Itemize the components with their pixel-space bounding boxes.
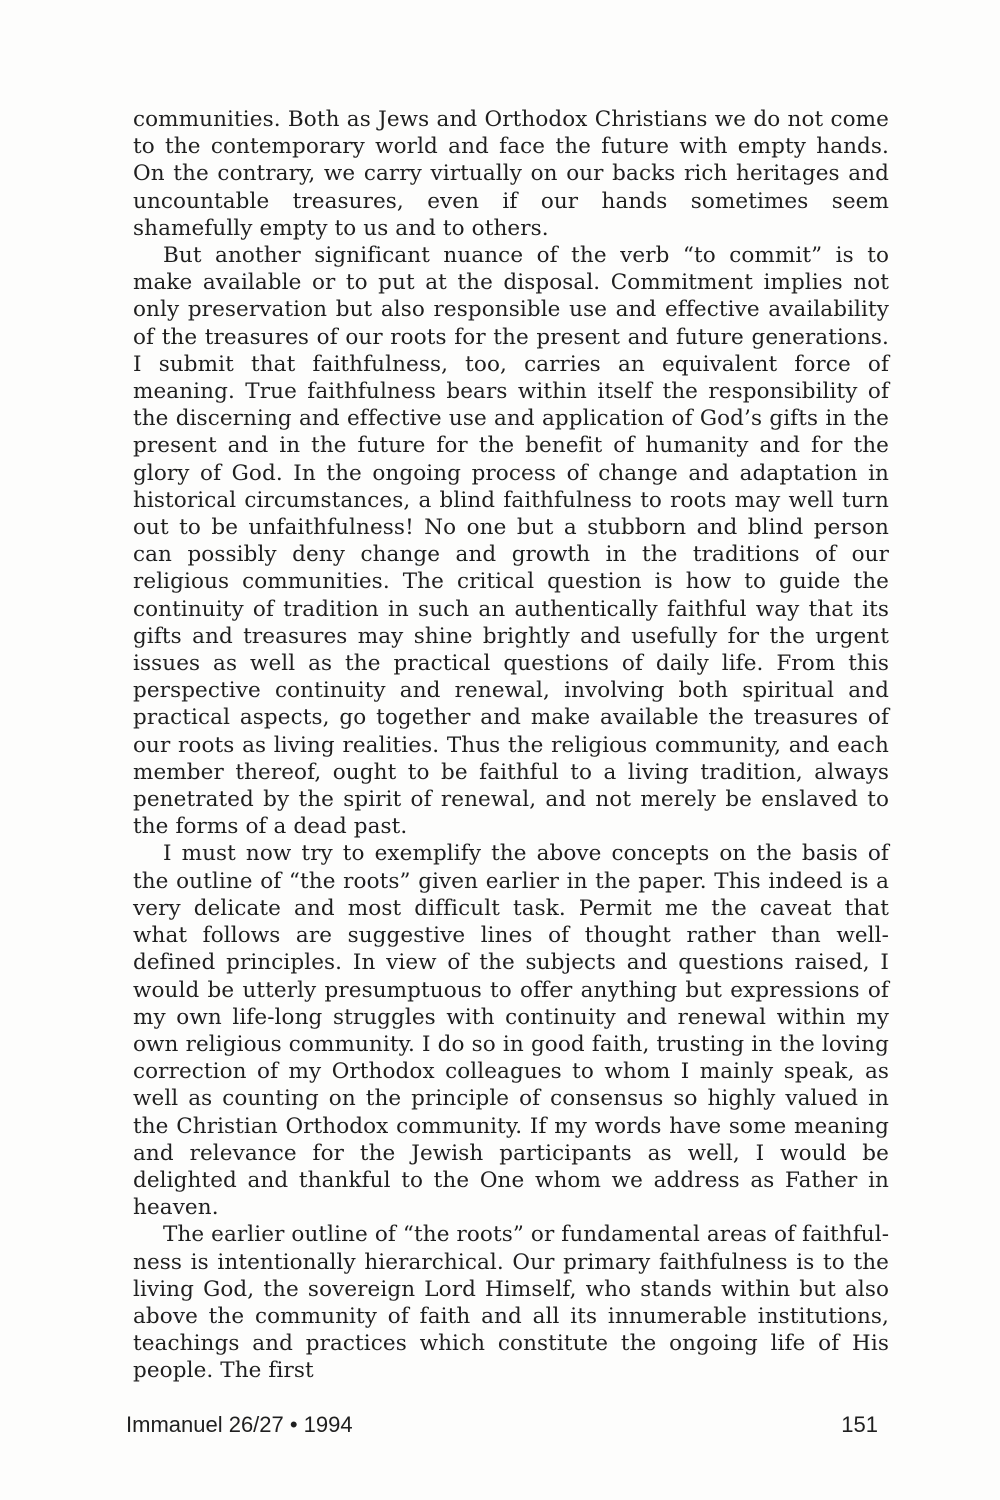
page-footer [126, 1412, 878, 1440]
paragraph-2: But another significant nuance of the verb “to commit” is to make available or to put at the disposal. Commitment implies not only preservation but also responsible use and effective availability of the treasures of our roots for the present and future generations. I submit that faithfulness, too, carries an equivalent force of meaning. True faithfulness bears within itself the responsibility of the discerning and effective use and application of God’s gifts in the present and in the future for the benefit of humanity and for the glory of God. In the ongoing process of change and adaptation in historical circumstances, a blind faithfulness to roots may well turn out to be unfaithfulness! No one but a stubborn and blind person can possibly deny change and growth in the traditions of our religious communities. The critical question is how to guide the continuity of tradition in such an authentically faithful way that its gifts and treasures may shine brightly and usefully for the urgent issues as well as the practical questions of daily life. From this perspective continuity and renewal, involving both spiritual and practical aspects, go together and make available the treasures of our roots as living realities. Thus the religious community, and each member thereof, ought to be faithful to a living tradition, always penetrated by the spirit of renewal, and not merely be enslaved to the forms of a dead past. [133, 243, 889, 840]
paragraph-4: The earlier outline of “the roots” or fundamental areas of faithfulness is intentionally hierarchical. Our primary faithfulness is to the living God, the sovereign Lord Himself, who stands within but also above the community of faith and all its innumerable institutions, teachings and practices which constitute the ongoing life of His people. The first [133, 1222, 889, 1384]
body-text [133, 106, 889, 1385]
publication-citation: Immanuel 26/27 • 1994 [126, 1412, 353, 1437]
paragraph-1: communities. Both as Jews and Orthodox Christians we do not come to the contemporary world and face the future with empty hands. On the contrary, we carry virtually on our backs rich heritages and uncountable treasures, even if our hands sometimes seem shamefully empty to us and to others. [133, 107, 889, 241]
paragraph-3: I must now try to exemplify the above concepts on the basis of the outline of “the roots” given earlier in the paper. This indeed is a very delicate and most difficult task. Permit me the caveat that what follows are suggestive lines of thought rather than well-defined principles. In view of the subjects and questions raised, I would be utterly presumptuous to offer anything but expressions of my own life-long struggles with continuity and renewal within my own religious community. I do so in good faith, trusting in the loving correction of my Orthodox colleagues to whom I mainly speak, as well as counting on the principle of consensus so highly valued in the Christian Orthodox community. If my words have some meaning and relevance for the Jewish participants as well, I would be delighted and thankful to the One whom we address as Father in heaven. [133, 841, 889, 1221]
page-number: 151 [841, 1412, 878, 1437]
